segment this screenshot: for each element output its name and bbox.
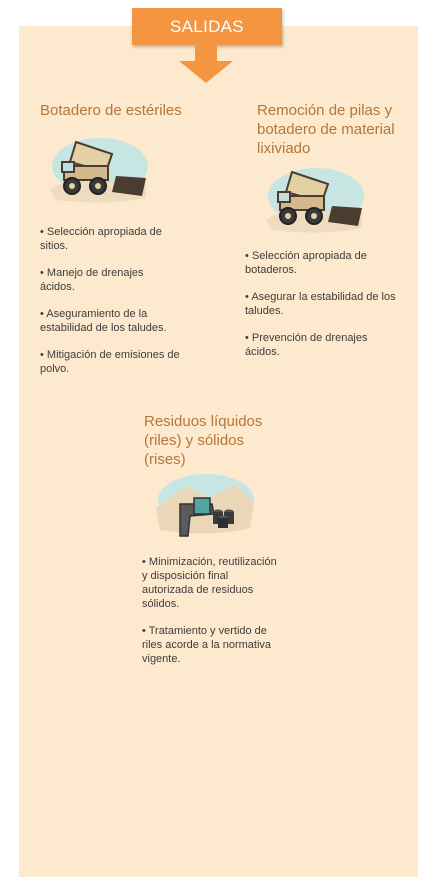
section-title-botadero: Botadero de estériles (40, 102, 182, 119)
bullet-item: • Mitigación de emisiones de polvo. (40, 348, 180, 376)
bullet-item: • Minimización, reutilización y disposición final autorizada de residuos sólidos. (142, 555, 282, 611)
waste-barrels-icon (150, 468, 256, 544)
section-title-residuos: Residuos líquidos (riles) y sólidos (rises) (144, 413, 263, 468)
header-salidas: SALIDAS (132, 8, 282, 45)
dump-truck-icon (46, 132, 150, 206)
bullet-item: • Prevención de drenajes ácidos. (245, 331, 405, 359)
down-arrow-icon (175, 45, 237, 83)
bullet-list-botadero (40, 225, 180, 389)
bullet-item: • Selección apropiada de sitios. (40, 225, 180, 253)
bullet-item: • Asegurar la estabilidad de los taludes. (245, 290, 405, 318)
bullet-item: • Manejo de drenajes ácidos. (40, 266, 180, 294)
dump-truck-icon (262, 162, 366, 236)
bullet-list-residuos (142, 555, 282, 679)
bullet-item: • Tratamiento y vertido de riles acorde a la normativa vigente. (142, 624, 282, 666)
bullet-item: • Selección apropiada de botaderos. (245, 249, 405, 277)
bullet-list-remocion (245, 249, 405, 372)
section-title-remocion: Remoción de pilas y botadero de material lixiviado (257, 102, 395, 157)
bullet-item: • Aseguramiento de la estabilidad de los taludes. (40, 307, 180, 335)
